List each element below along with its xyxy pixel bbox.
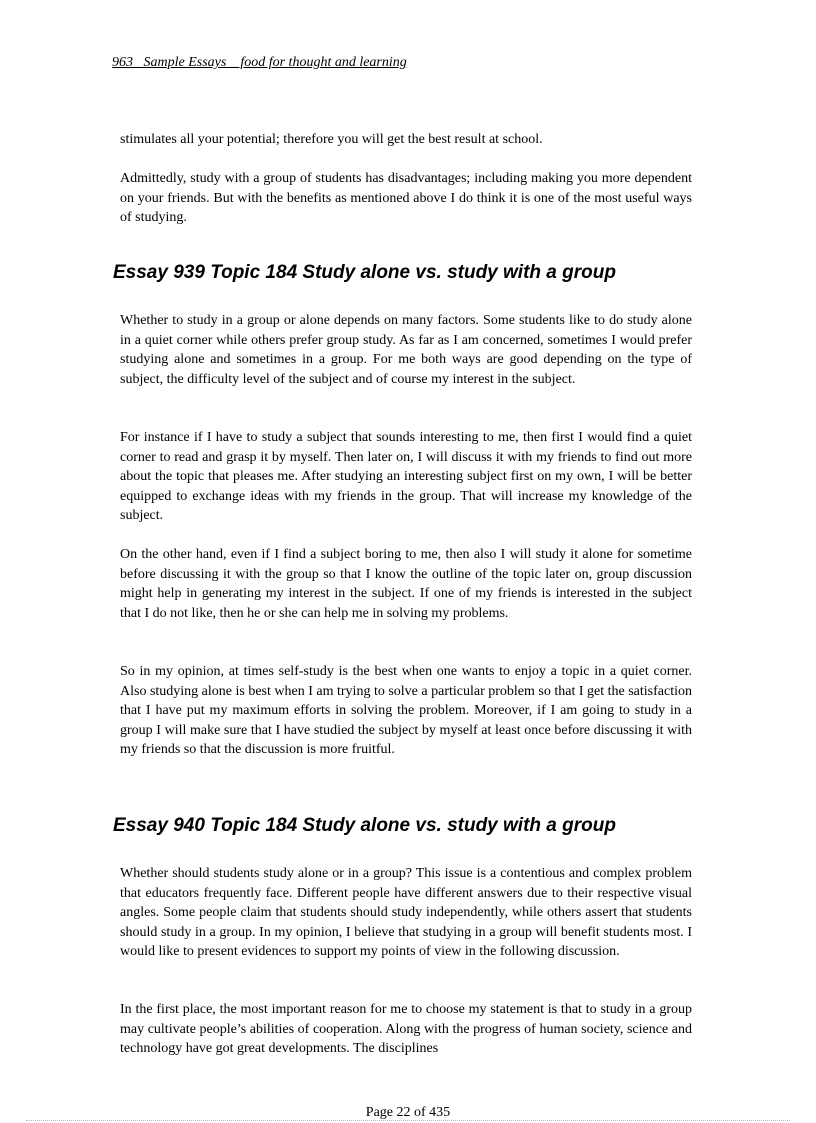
- continuation-paragraph: [120, 169, 692, 228]
- paragraph: In the first place, the most important reason for me to choose my statement is that to study in a group may cultivate people’s abilities of cooperation. Along with the progress of human society, science and technology have got great developments. The disciplines: [120, 1002, 692, 1056]
- paragraph: Admittedly, study with a group of students has disadvantages; including making you more dependent on your friends. But with the benefits as mentioned above I do think it is one of the most useful ways of studying.: [120, 171, 692, 225]
- essay-paragraph: [120, 311, 692, 389]
- essay-title: Essay 939 Topic 184 Study alone vs. study with a group: [113, 262, 616, 283]
- essay-paragraph: [120, 662, 692, 760]
- essay-paragraph: [120, 1000, 692, 1059]
- essay-paragraph: [120, 864, 692, 962]
- paragraph: So in my opinion, at times self-study is the best when one wants to enjoy a topic in a quiet corner. Also studying alone is best when I am trying to solve a particular problem so that I get the satisfaction that I have put my maximum efforts in solving the problem. Moreover, if I am going to study in a group I will make sure that I have studied the subject by myself at least once before discussing it with my friends so that the discussion is more fruitful.: [120, 664, 692, 757]
- continuation-paragraph: [120, 130, 692, 150]
- running-header: 963_ Sample Essays _ food for thought and learning: [112, 55, 407, 70]
- page-number: Page 22 of 435: [365, 1105, 451, 1120]
- essay-paragraph: [120, 428, 692, 526]
- paragraph: Whether should students study alone or in a group? This issue is a contentious and complex problem that educators frequently face. Different people have different answers due to their respective visual angles. Some people claim that students should study independently, while others assert that students should study in a group. In my opinion, I believe that studying in a group will benefit students most. I would like to present evidences to support my points of view in the following discussion.: [120, 866, 692, 959]
- essay-paragraph: [120, 545, 692, 623]
- paragraph: On the other hand, even if I find a subject boring to me, then also I will study it alone for sometime before discussing it with the group so that I know the outline of the topic later on, group discussion might help in generating my interest in the subject. If one of my friends is interested in the subject that I do not like, then he or she can help me in solving my problems.: [120, 547, 692, 621]
- footer-divider: [26, 1120, 790, 1121]
- essay-title: Essay 940 Topic 184 Study alone vs. study with a group: [113, 815, 616, 836]
- paragraph: stimulates all your potential; therefore you will get the best result at school.: [120, 132, 543, 147]
- paragraph: For instance if I have to study a subject that sounds interesting to me, then first I would find a quiet corner to read and grasp it by myself. Then later on, I will discuss it with my friends to find out more about the topic that pleases me. After studying an interesting subject first on my own, I will be better equipped to exchange ideas with my friends in the group. That will increase my knowledge of the subject.: [120, 430, 692, 523]
- paragraph: Whether to study in a group or alone depends on many factors. Some students like to do study alone in a quiet corner while others prefer group study. As far as I am concerned, sometimes I would prefer studying alone and sometimes in a group. For me both ways are good depending on the type of subject, the difficulty level of the subject and of course my interest in the subject.: [120, 313, 692, 387]
